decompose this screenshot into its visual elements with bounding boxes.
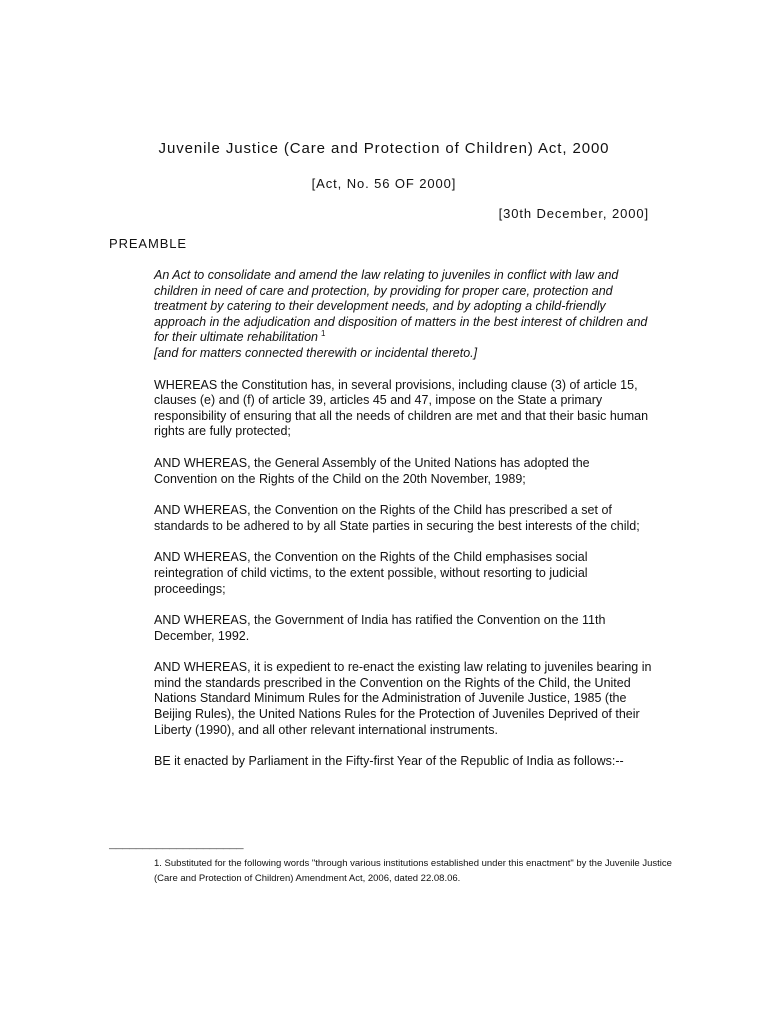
preamble-intro — [154, 268, 654, 362]
footnote-divider: ____________________ — [109, 838, 244, 852]
enactment-clause: BE it enacted by Parliament in the Fifty-first Year of the Republic of India as follows:-- — [154, 754, 624, 769]
preamble-heading: PREAMBLE — [109, 236, 188, 251]
intro-text: An Act to consolidate and amend the law relating to juveniles in conflict with law and children in need of care and protection, by providing for proper care, protection and treatment by catering to their development needs, and by adopting a child-friendly approach in the adjudication and disposition of matters in the best interest of children and for their ultimate rehabilitation — [154, 268, 648, 345]
whereas-paragraph: AND WHEREAS, the General Assembly of the United Nations has adopted the Convention on the Rights of the Child on the 20th November, 1989; — [154, 455, 590, 486]
act-number: [Act, No. 56 OF 2000] — [311, 176, 457, 191]
act-date: [30th December, 2000] — [498, 206, 649, 221]
document-title: Juvenile Justice (Care and Protection of Children) Act, 2000 — [158, 140, 610, 157]
footnote: 1. Substituted for the following words "through various institutions established under this enactment" by the Juvenile Justice (Care and Protection of Children) Amendment Act, 2006, dated 22.08.06. — [154, 858, 672, 884]
whereas-paragraph: AND WHEREAS, the Convention on the Rights of the Child emphasises social reintegration of child victims, to the extent possible, without resorting to judicial proceedings; — [154, 550, 588, 596]
whereas-paragraph: AND WHEREAS, the Government of India has ratified the Convention on the 11th December, 1992. — [154, 613, 606, 643]
intro-amendment: [and for matters connected therewith or incidental thereto.] — [154, 345, 478, 360]
whereas-paragraph: AND WHEREAS, the Convention on the Rights of the Child has prescribed a set of standards to be adhered to by all State parties in securing the best interests of the child; — [154, 503, 640, 533]
whereas-paragraph: AND WHEREAS, it is expedient to re-enact the existing law relating to juveniles bearing in mind the standards prescribed in the Convention on the Rights of the Child, the United Nations Standard Minimum Rules for the Administration of Juvenile Justice, 1985 (the Beijing Rules), the United Nations Rules for the Protection of Juveniles Deprived of their Liberty (1990), and all other relevant international instruments. — [154, 660, 652, 737]
footnote-reference: 1 — [320, 329, 326, 339]
whereas-paragraph: WHEREAS the Constitution has, in several provisions, including clause (3) of article 15, clauses (e) and (f) of article 39, articles 45 and 47, impose on the State a primary responsibility of ensuring that all the needs of children are met and that their basic human rights are fully protected; — [154, 377, 649, 439]
preamble-body — [154, 268, 654, 786]
